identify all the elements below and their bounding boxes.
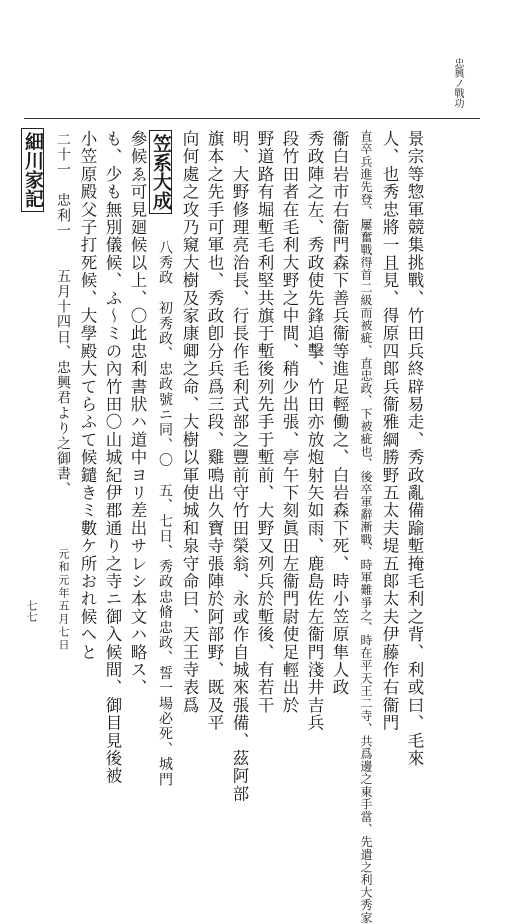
- text-column-13: 秀政陣之左、秀政使先鋒追擊、竹田亦放炮射矢如雨、鹿島佐左衞門淺井吉兵: [305, 130, 324, 732]
- text-column-2: 二十一 忠利一 五月十四日、忠興君より之御書、: [55, 132, 71, 497]
- text-column-5: 參候ゑ可見廻候以上、〇此忠利書狀ハ道中ヨリ差出サレシ本文ハ略ス、: [128, 130, 147, 697]
- text-column-12: 段竹田者在毛利大野之中間、稍少出張、亭午下刻眞田左衞門尉使足輕出於: [280, 130, 299, 715]
- page-number: 七七: [25, 600, 38, 622]
- text-column-14: 衞白岩市右衞門森下善兵衞等進足輕働之、白岩森下死、時小笠原隼人政: [330, 130, 349, 697]
- title-box-kasakei: 笠系大成: [149, 130, 172, 214]
- text-column-10: 明、大野修理亮治長、行長作毛利式部之豐前守竹田榮翁、永或作自城來張備、茲阿部: [230, 130, 249, 803]
- title-box-hosokawa: 細川家記: [21, 128, 44, 212]
- text-column-3: 小笠原殿父子打死候、大學殿大てらふて候鑓きミ數ケ所おれ候へと: [78, 130, 97, 661]
- text-column-11: 野道路有堀塹毛利堅共旗于塹後列先手于塹前、大野又列兵於塹後、有若干: [255, 130, 274, 715]
- text-column-16: 人、也秀忠將一且見、得原四郞兵衞雅綱勝野五太夫堤五郞太夫伊藤作右衞門: [380, 130, 399, 732]
- text-column-17: 景宗等惣軍競集挑戰、竹田兵終辟易走、秀政亂備踰塹掩毛利之背、利或曰、毛來: [405, 130, 424, 768]
- text-column-15: 直卒兵進先登、屢奮戰得首二級而被疵、直忠政、下被疵也、後卒軍辭漸戰、時軍難爭之、時在平天王二寺、共爲邊之東手當、先遣之利大秀家: [359, 130, 373, 924]
- header-rule: [24, 118, 480, 119]
- page-title-box: [21, 128, 44, 248]
- running-head: 忠興ノ戰功: [452, 58, 463, 108]
- section-title-box: [149, 130, 172, 230]
- date-line: 元和元年五月七日: [57, 548, 70, 652]
- text-column-9: 旗本之先手可軍也、秀政卽分兵爲三段、雞鳴出久寶寺張陣於阿部野、既及平: [205, 130, 224, 732]
- text-column-6: 八秀政 初秀政、忠政號ニ同、〇 五、七日、秀政忠脩忠政、誓一場必死、城門: [157, 240, 173, 788]
- text-column-4: も、少も無別儀候、ふ～ミの內竹田〇山城紀伊郡通り之寺ニ御入候間、御目見後被: [103, 130, 122, 785]
- text-column-8: 向何處之攻乃窺大樹及家康卿之命、大樹以軍使城和泉守命曰、天王寺表爲: [180, 130, 199, 715]
